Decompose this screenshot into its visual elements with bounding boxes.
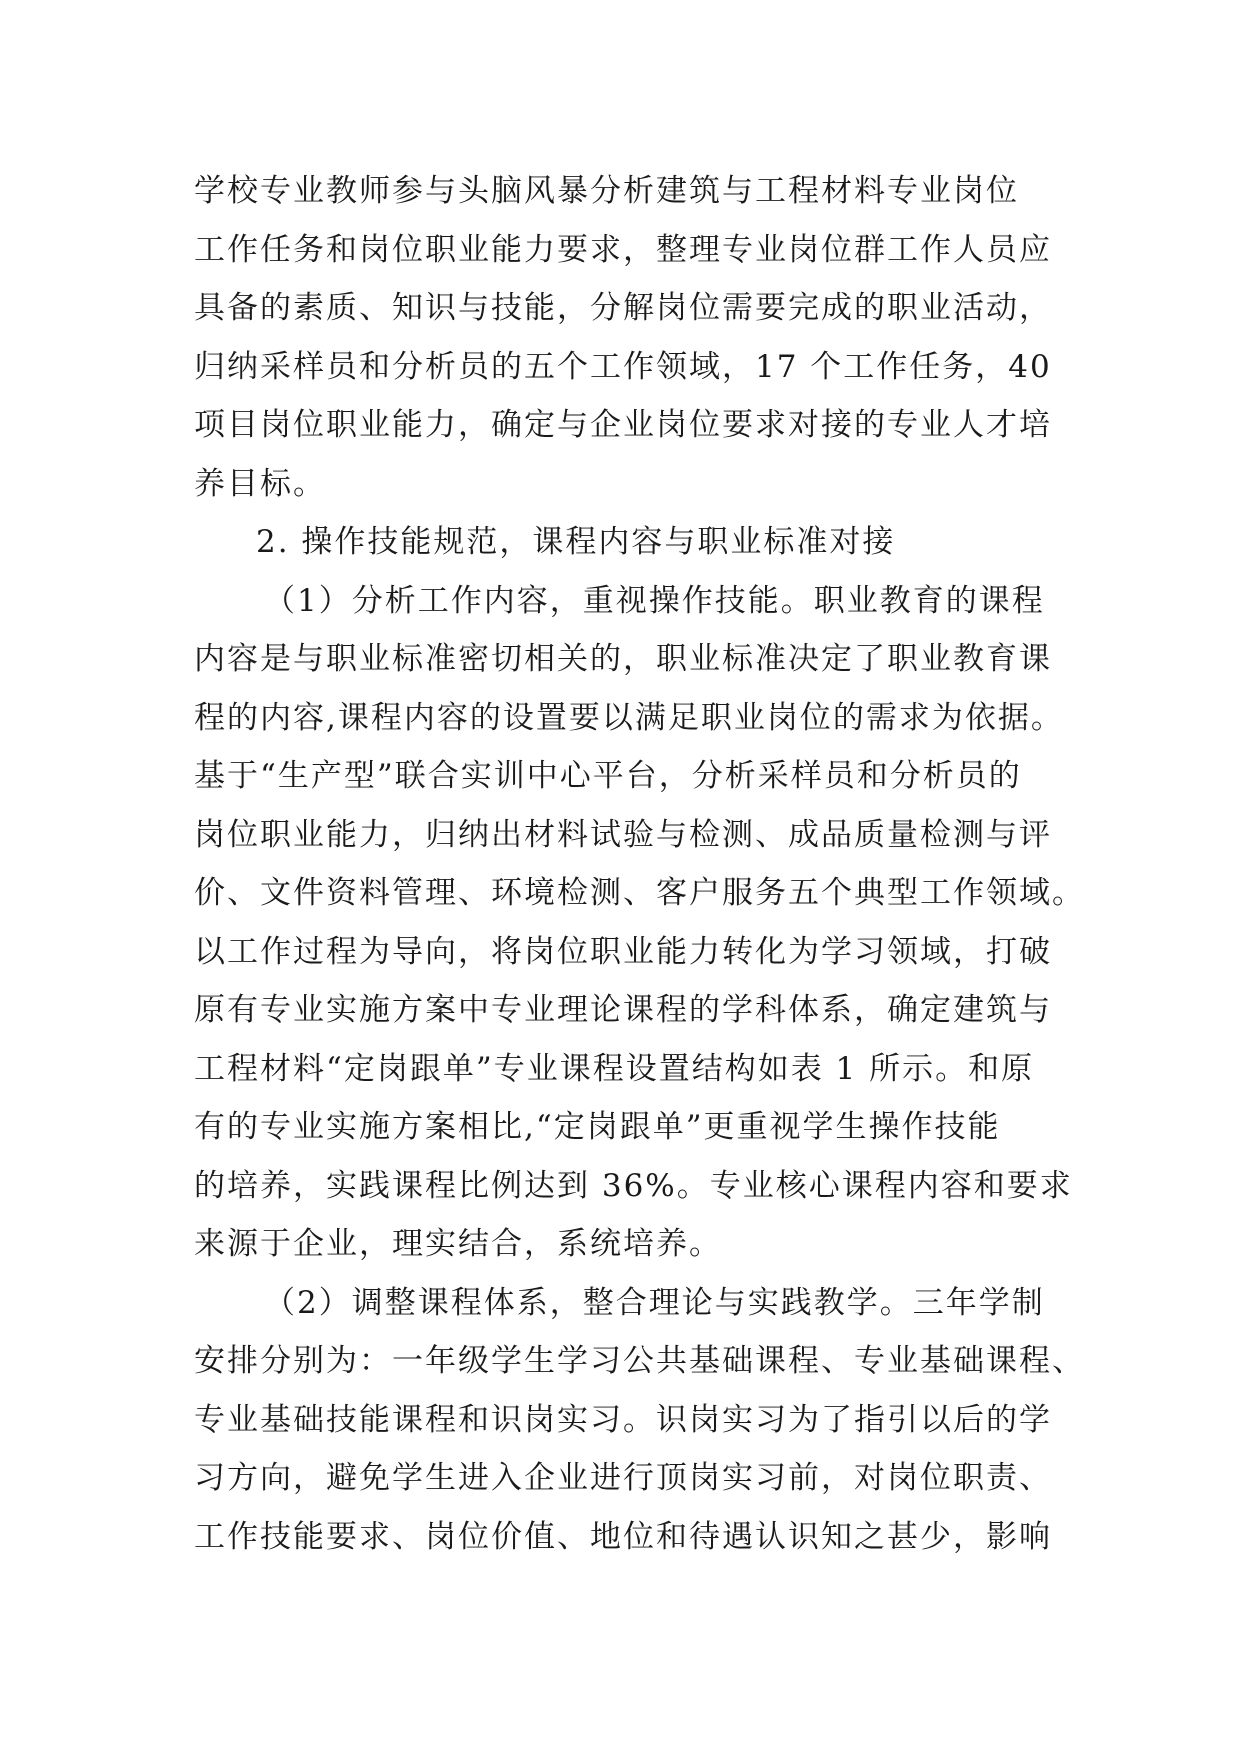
text-line: （1）分析工作内容，重视操作技能。职业教育的课程 <box>264 582 1045 619</box>
text-line: 来源于企业，理实结合，系统培养。 <box>194 1226 722 1262</box>
text-line: 岗位职业能力，归纳出材料试验与检测、成品质量检测与评 <box>194 816 1052 853</box>
text-line: 养目标。 <box>194 465 326 502</box>
text-line: 工程材料“定岗跟单”专业课程设置结构如表 1 所示。和原 <box>194 1050 1035 1087</box>
text-line: 价、文件资料管理、环境检测、客户服务五个典型工作领域。 <box>194 875 1085 911</box>
text-line: 基于“生产型”联合实训中心平台，分析采样员和分析员的 <box>194 758 1022 794</box>
text-line: （2）调整课程体系，整合理论与实践教学。三年学制 <box>264 1284 1045 1321</box>
text-line: 学校专业教师参与头脑风暴分析建筑与工程材料专业岗位 <box>194 173 1019 209</box>
text-line: 工作技能要求、岗位价值、地位和待遇认识知之甚少，影响 <box>194 1518 1052 1555</box>
text-line: 习方向，避免学生进入企业进行顶岗实习前，对岗位职责、 <box>194 1460 1052 1496</box>
text-line: 原有专业实施方案中专业理论课程的学科体系，确定建筑与 <box>194 992 1052 1028</box>
text-line: 的培养，实践课程比例达到 36%。专业核心课程内容和要求 <box>194 1167 1073 1204</box>
text-line: 内容是与职业标准密切相关的，职业标准决定了职业教育课 <box>194 641 1052 677</box>
text-line: 工作任务和岗位职业能力要求，整理专业岗位群工作人员应 <box>194 231 1052 268</box>
text-line: 归纳采样员和分析员的五个工作领域，17 个工作任务，40 <box>194 348 1052 385</box>
text-line: 项目岗位职业能力，确定与企业岗位要求对接的专业人才培 <box>194 407 1052 443</box>
text-line: 安排分别为：一年级学生学习公共基础课程、专业基础课程、 <box>194 1343 1085 1379</box>
text-line: 具备的素质、知识与技能，分解岗位需要完成的职业活动， <box>194 290 1052 326</box>
text-line: 程的内容,课程内容的设置要以满足职业岗位的需求为依据。 <box>194 699 1064 736</box>
text-line: 以工作过程为导向，将岗位职业能力转化为学习领域，打破 <box>194 933 1052 970</box>
body-text <box>194 162 1085 1566</box>
text-line: 有的专业实施方案相比,“定岗跟单”更重视学生操作技能 <box>194 1109 1001 1145</box>
section-heading: 2. 操作技能规范，课程内容与职业标准对接 <box>256 524 896 560</box>
text-line: 专业基础技能课程和识岗实习。识岗实习为了指引以后的学 <box>194 1401 1052 1438</box>
